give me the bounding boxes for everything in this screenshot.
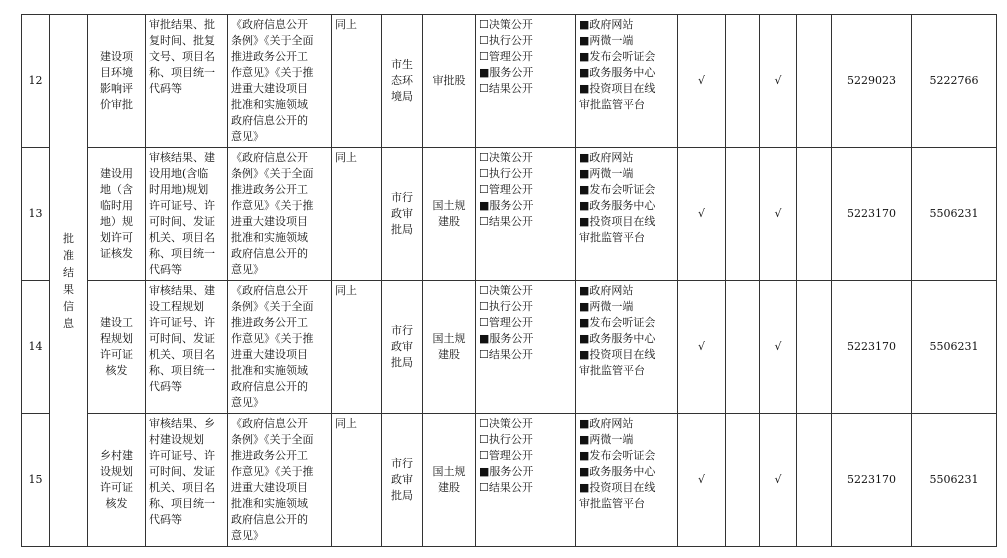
disclosure-content: 审核结果、建 设用地(含临 时用地)规划 许可证号、许 可时间、发证 机关、项目名 称、项目统一 代码等 xyxy=(146,148,228,281)
disclosure-basis: 《政府信息公开 条例》《关于全面 推进政务公开工 作意见》《关于推 进重大建设项目 批准和实施领域 政府信息公开的 意见》 xyxy=(228,281,332,414)
empty-cell xyxy=(797,148,832,281)
item-name: 建设项 目环境 影响评 价审批 xyxy=(88,15,146,148)
agency: 市行 政审 批局 xyxy=(382,148,423,281)
check-mark: √ xyxy=(760,281,797,414)
disclosure-basis: 《政府信息公开 条例》《关于全面 推进政务公开工 作意见》《关于推 进重大建设项目 批准和实施领域 政府信息公开的 意见》 xyxy=(228,15,332,148)
row-number: 13 xyxy=(22,148,50,281)
disclosure-types: ☐决策公开 ☐执行公开 ☐管理公开 ■服务公开 ☐结果公开 xyxy=(476,414,576,547)
check-mark: √ xyxy=(678,414,726,547)
disclosure-basis: 《政府信息公开 条例》《关于全面 推进政务公开工 作意见》《关于推 进重大建设项目 批准和实施领域 政府信息公开的 意见》 xyxy=(228,414,332,547)
disclosure-content: 审批结果、批 复时间、批复 文号、项目名 称、项目统一 代码等 xyxy=(146,15,228,148)
disclosure-types: ☐决策公开 ☐执行公开 ☐管理公开 ■服务公开 ☐结果公开 xyxy=(476,148,576,281)
agency: 市生 态环 境局 xyxy=(382,15,423,148)
empty-cell xyxy=(726,414,760,547)
disclosure-types: ☐决策公开 ☐执行公开 ☐管理公开 ■服务公开 ☐结果公开 xyxy=(476,15,576,148)
phone-number: 5506231 xyxy=(912,148,997,281)
row-number: 15 xyxy=(22,414,50,547)
row-number: 14 xyxy=(22,281,50,414)
disclosure-channels: ■政府网站 ■两微一端 ■发布会听证会 ■政务服务中心 ■投资项目在线 审批监管平台 xyxy=(576,414,678,547)
empty-cell xyxy=(797,281,832,414)
empty-cell xyxy=(726,15,760,148)
phone-number: 5229023 xyxy=(832,15,912,148)
disclosure-timing: 同上 xyxy=(332,148,382,281)
empty-cell xyxy=(797,414,832,547)
disclosure-timing: 同上 xyxy=(332,281,382,414)
disclosure-timing: 同上 xyxy=(332,15,382,148)
phone-number: 5223170 xyxy=(832,281,912,414)
table-row xyxy=(22,148,997,281)
phone-number: 5506231 xyxy=(912,414,997,547)
disclosure-content: 审核结果、建 设工程规划 许可证号、许 可时间、发证 机关、项目名 称、项目统一 代码等 xyxy=(146,281,228,414)
disclosure-timing: 同上 xyxy=(332,414,382,547)
department: 国土规 建股 xyxy=(423,414,476,547)
disclosure-types: ☐决策公开 ☐执行公开 ☐管理公开 ■服务公开 ☐结果公开 xyxy=(476,281,576,414)
item-name: 建设用 地（含 临时用 地）规 划许可 证核发 xyxy=(88,148,146,281)
phone-number: 5223170 xyxy=(832,414,912,547)
disclosure-content: 审核结果、乡 村建设规划 许可证号、许 可时间、发证 机关、项目名 称、项目统一 代码等 xyxy=(146,414,228,547)
phone-number: 5223170 xyxy=(832,148,912,281)
disclosure-table xyxy=(21,14,997,547)
department: 国土规 建股 xyxy=(423,148,476,281)
phone-number: 5506231 xyxy=(912,281,997,414)
empty-cell xyxy=(726,148,760,281)
item-name: 建设工 程规划 许可证 核发 xyxy=(88,281,146,414)
check-mark: √ xyxy=(678,281,726,414)
disclosure-channels: ■政府网站 ■两微一端 ■发布会听证会 ■政务服务中心 ■投资项目在线 审批监管平台 xyxy=(576,281,678,414)
table-row xyxy=(22,15,997,148)
table-row xyxy=(22,281,997,414)
department: 审批股 xyxy=(423,15,476,148)
disclosure-channels: ■政府网站 ■两微一端 ■发布会听证会 ■政务服务中心 ■投资项目在线 审批监管平台 xyxy=(576,15,678,148)
category-cell: 批 准 结 果 信 息 xyxy=(50,15,88,547)
department: 国土规 建股 xyxy=(423,281,476,414)
check-mark: √ xyxy=(760,148,797,281)
agency: 市行 政审 批局 xyxy=(382,281,423,414)
disclosure-channels: ■政府网站 ■两微一端 ■发布会听证会 ■政务服务中心 ■投资项目在线 审批监管平台 xyxy=(576,148,678,281)
empty-cell xyxy=(797,15,832,148)
item-name: 乡村建 设规划 许可证 核发 xyxy=(88,414,146,547)
empty-cell xyxy=(726,281,760,414)
table-row xyxy=(22,414,997,547)
row-number: 12 xyxy=(22,15,50,148)
disclosure-basis: 《政府信息公开 条例》《关于全面 推进政务公开工 作意见》《关于推 进重大建设项目 批准和实施领域 政府信息公开的 意见》 xyxy=(228,148,332,281)
check-mark: √ xyxy=(678,15,726,148)
check-mark: √ xyxy=(760,15,797,148)
check-mark: √ xyxy=(760,414,797,547)
check-mark: √ xyxy=(678,148,726,281)
phone-number: 5222766 xyxy=(912,15,997,148)
agency: 市行 政审 批局 xyxy=(382,414,423,547)
